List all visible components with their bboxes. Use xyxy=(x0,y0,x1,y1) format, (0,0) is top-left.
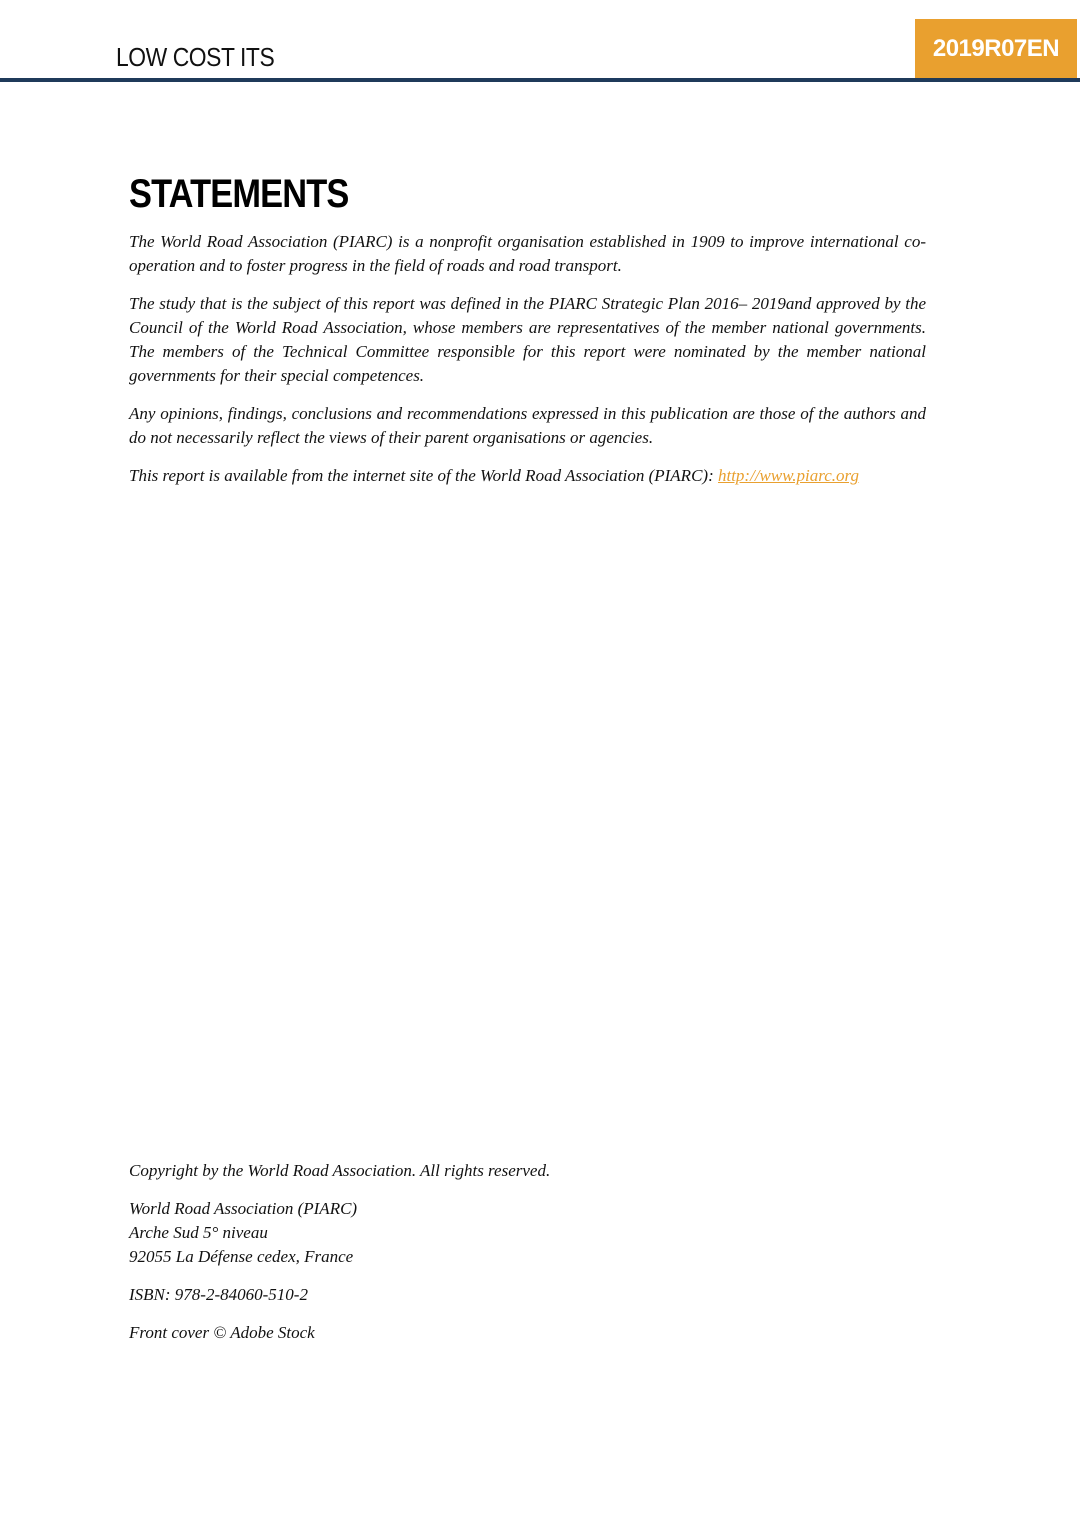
statement-paragraph-3: Any opinions, findings, conclusions and recommendations expressed in this publication are those of the authors and do not necessarily reflect the views of their parent organisations or agencies. xyxy=(129,404,926,447)
isbn: ISBN: 978-2-84060-510-2 xyxy=(129,1285,308,1304)
address-line-2: Arche Sud 5° niveau xyxy=(129,1223,268,1242)
page-header xyxy=(0,0,1080,84)
copyright-notice: Copyright by the World Road Association. All rights reserved. xyxy=(129,1161,551,1180)
statements-section xyxy=(129,168,926,502)
statement-paragraph-1: The World Road Association (PIARC) is a nonprofit organisation established in 1909 to improve international co-operation and to foster progress in the field of roads and road transport. xyxy=(129,232,926,275)
cover-credit: Front cover © Adobe Stock xyxy=(129,1323,315,1342)
document-title: LOW COST ITS xyxy=(116,42,275,72)
statement-paragraph-2: The study that is the subject of this report was defined in the PIARC Strategic Plan 2016– 2019and approved by the Council of the World Road Association, whose members are representatives of the member national governments. The members of the Technical Committee responsible for this report were nominated by the member national governments for their special competences. xyxy=(129,294,926,385)
address-line-3: 92055 La Défense cedex, France xyxy=(129,1247,354,1266)
availability-text: This report is available from the internet site of the World Road Association (PIARC): xyxy=(129,466,718,485)
imprint-section xyxy=(129,1159,926,1359)
piarc-website-link[interactable]: http://www.piarc.org xyxy=(717,466,860,485)
postal-address xyxy=(129,1197,926,1269)
availability-paragraph xyxy=(129,464,926,488)
header-divider xyxy=(0,78,1080,82)
page-title: STATEMENTS xyxy=(129,172,349,216)
address-line-1: World Road Association (PIARC) xyxy=(129,1199,358,1218)
report-code-badge: 2019R07EN xyxy=(915,19,1077,78)
